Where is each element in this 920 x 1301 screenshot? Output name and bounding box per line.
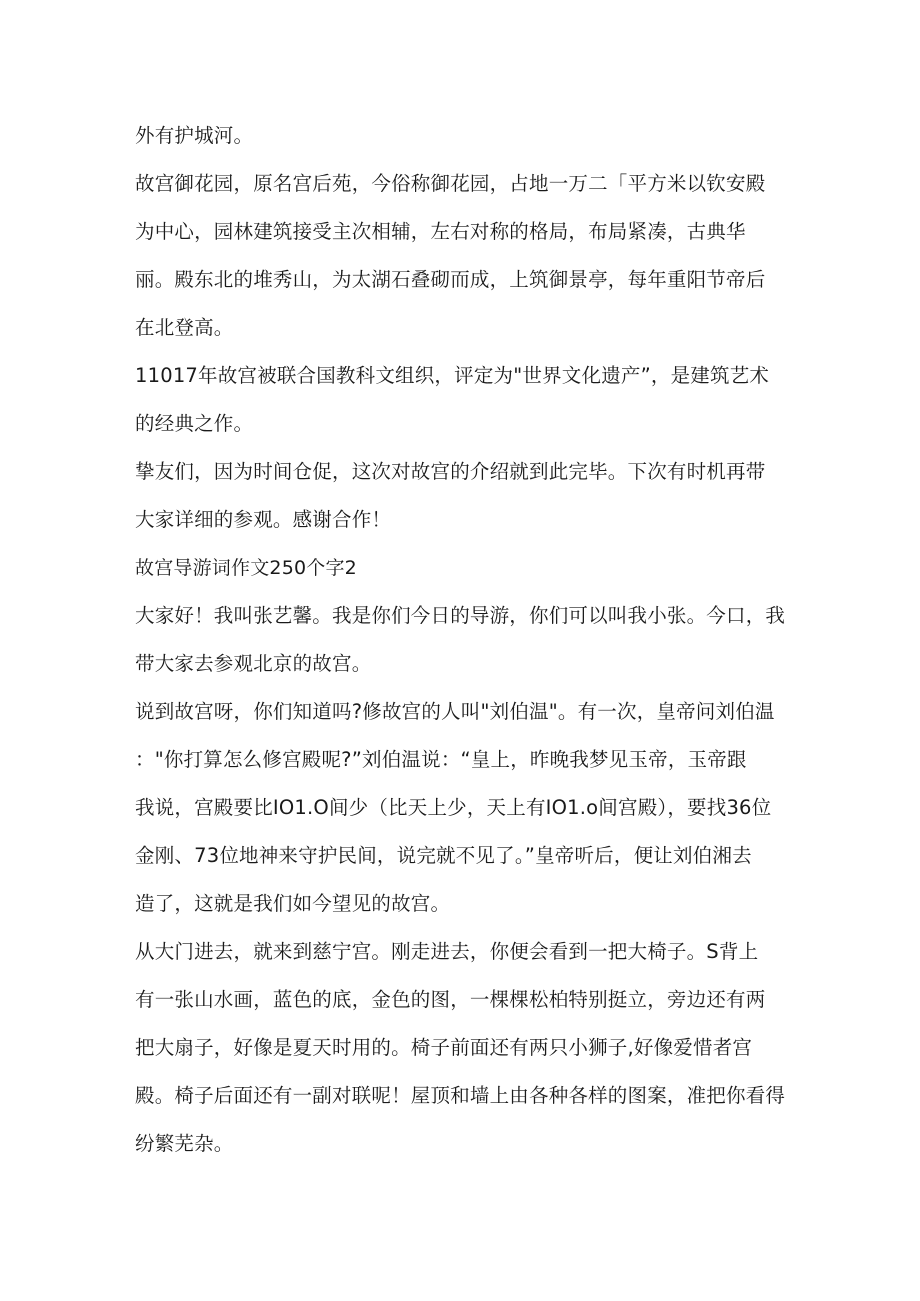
text-line: 挚友们，因为时间仓促，这次对故宫的介绍就到此完毕。下次有时机再带 bbox=[135, 460, 766, 483]
text-line: 外有护城河。 bbox=[135, 124, 254, 147]
text-line: 在北登高。 bbox=[135, 316, 234, 339]
text-line: 的经典之作。 bbox=[135, 412, 254, 435]
text-line: 带大家去参观北京的故宫。 bbox=[135, 652, 372, 675]
text-line: 殿。椅子后面还有一副对联呢！屋顶和墙上由各种各样的图案，准把你看得 bbox=[135, 1084, 786, 1107]
document-body bbox=[135, 112, 795, 1168]
para-moat bbox=[135, 112, 795, 160]
essay-heading bbox=[135, 544, 795, 592]
text-line: 造了，这就是我们如今望见的故宫。 bbox=[135, 892, 451, 915]
text-line: 金刚、73位地神来守护民间，说完就不见了。”皇帝听后，便让刘伯湘去 bbox=[135, 844, 752, 867]
text-line: 故宫导游词作文250个字2 bbox=[135, 557, 357, 579]
text-line: 我说，宫殿要比IO1.O间少（比天上少，天上有IO1.o间宫殿），要找36位 bbox=[135, 796, 772, 819]
text-line: 说到故宫呀，你们知道吗?修故宫的人叫"刘伯温"。有一次，皇帝问刘伯温 bbox=[135, 700, 775, 723]
text-line: 丽。殿东北的堆秀山，为太湖石叠砌而成，上筑御景亭，每年重阳节帝后 bbox=[135, 268, 766, 291]
para-greeting bbox=[135, 592, 795, 688]
text-line: 把大扇子，好像是夏天时用的。椅子前面还有两只小狮子,好像爱惜者宫 bbox=[135, 1036, 753, 1059]
text-line: 为中心，园林建筑接受主次相辅，左右对称的格局，布局紧凑，古典华 bbox=[135, 220, 746, 243]
text-line: ："你打算怎么修宫殿呢?”刘伯温说：“皇上，昨晚我梦见玉帝，玉帝跟 bbox=[135, 748, 747, 771]
text-line: 11017年故宫被联合国教科文组织，评定为"世界文化遗产”，是建筑艺术 bbox=[135, 364, 770, 387]
text-line: 故宫御花园，原名宫后苑，今俗称御花园，占地一万二「平方米以钦安殿 bbox=[135, 172, 766, 195]
text-line: 大家详细的参观。感谢合作！ bbox=[135, 508, 392, 531]
text-line: 有一张山水画，蓝色的底，金色的图，一棵棵松柏特别挺立，旁边还有两 bbox=[135, 988, 766, 1011]
para-cining-palace bbox=[135, 928, 795, 1168]
para-farewell bbox=[135, 448, 795, 544]
text-line: 从大门进去，就来到慈宁宫。刚走进去，你便会看到一把大椅子。S背上 bbox=[135, 940, 759, 963]
para-imperial-garden bbox=[135, 160, 795, 352]
text-line: 纷繁芜杂。 bbox=[135, 1132, 234, 1155]
para-world-heritage bbox=[135, 352, 795, 448]
para-liu-bowen-legend bbox=[135, 688, 795, 928]
text-line: 大家好！我叫张艺馨。我是你们今日的导游，你们可以叫我小张。今口，我 bbox=[135, 604, 786, 627]
